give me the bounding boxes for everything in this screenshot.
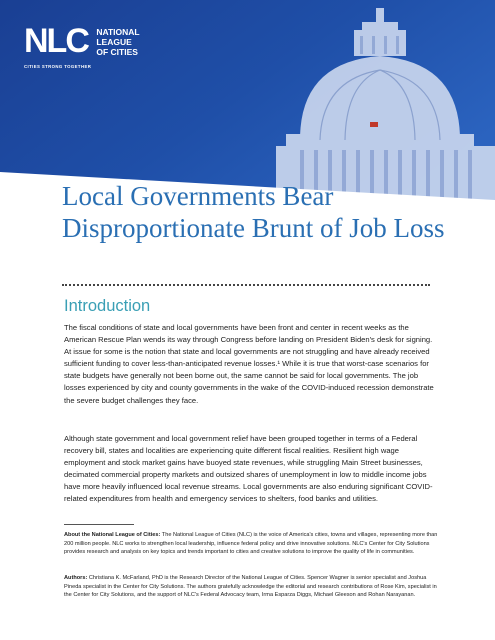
about-label: About the National League of Cities: xyxy=(64,532,161,538)
logo-name-line2: LEAGUE xyxy=(96,37,132,47)
intro-paragraph-2: Although state government and local government relief have been grouped together in terms of a Federal recovery bill, states and localities are experiencing quite different fiscal realities. Resilient high wage employment and stock market gains have buoyed state revenues, while struggling Main Street businesses, decimated commercial property markets and outsized shares of unemployment in low to middle income jobs have more heavily influenced local revenue streams. Local governments are also enduring significant COVID-related expenditures from health and emergency services to shelters, food banks and utilities. xyxy=(64,434,433,504)
footnote-divider xyxy=(64,524,134,525)
section-heading: Introduction xyxy=(64,297,151,315)
logo-name-line3: OF CITIES xyxy=(96,47,138,57)
document-title: Local Governments Bear Disproportionate Brunt of Job Loss xyxy=(62,181,445,243)
logo-mark: NLC xyxy=(24,22,88,60)
logo-name-line1: NATIONAL xyxy=(96,27,140,37)
intro-paragraph-1: The fiscal conditions of state and local governments have been front and center in recent weeks as the American Rescue Plan wends its way through Congress before landing on President Biden's desk for signing. At issue for some is the notion that state and local governments are not struggling and have already received sufficient funding to cover less-than-anticipated revenue losses.¹ While it is true that worst-case scenarios for state budgets have generally not been borne out, the same cannot be said for local governments. The job losses experienced by city and county governments in the wake of the COVID-induced recession demonstrate the severe budget challenges they face. xyxy=(64,323,434,405)
logo-wordmark xyxy=(96,27,139,57)
about-footnote xyxy=(64,531,438,557)
about-text: The National League of Cities (NLC) is the voice of America's cities, towns and villages, representing more than 200 million people. NLC works to strengthen local leadership, influence federal policy and drive innovative solutions. NLC's Center for City Solutions provides research and analysis on key topics and trends important to cities and creative solutions to improve the quality of life in communities. xyxy=(64,532,438,555)
dotted-divider xyxy=(62,284,430,286)
logo-tagline: CITIES STRONG TOGETHER xyxy=(24,64,92,69)
nlc-logo[interactable] xyxy=(24,24,140,69)
authors-label: Authors: xyxy=(64,575,88,581)
flag-icon xyxy=(370,122,378,127)
authors-text: Christiana K. McFarland, PhD is the Research Director of the National League of Cities. Spencer Wagner is senior specialist and Joshua Pineda specialist in the Center for City Solutions. The authors gratefully acknowledge the editorial and research contributions of Rose Kim, specialist in the Center for City Solutions, and the support of NLC's Federal Advocacy team, Irma Esparza Diggs, Michael Gleeson and Rohan Narayanan. xyxy=(64,575,437,598)
authors-footnote xyxy=(64,574,438,600)
